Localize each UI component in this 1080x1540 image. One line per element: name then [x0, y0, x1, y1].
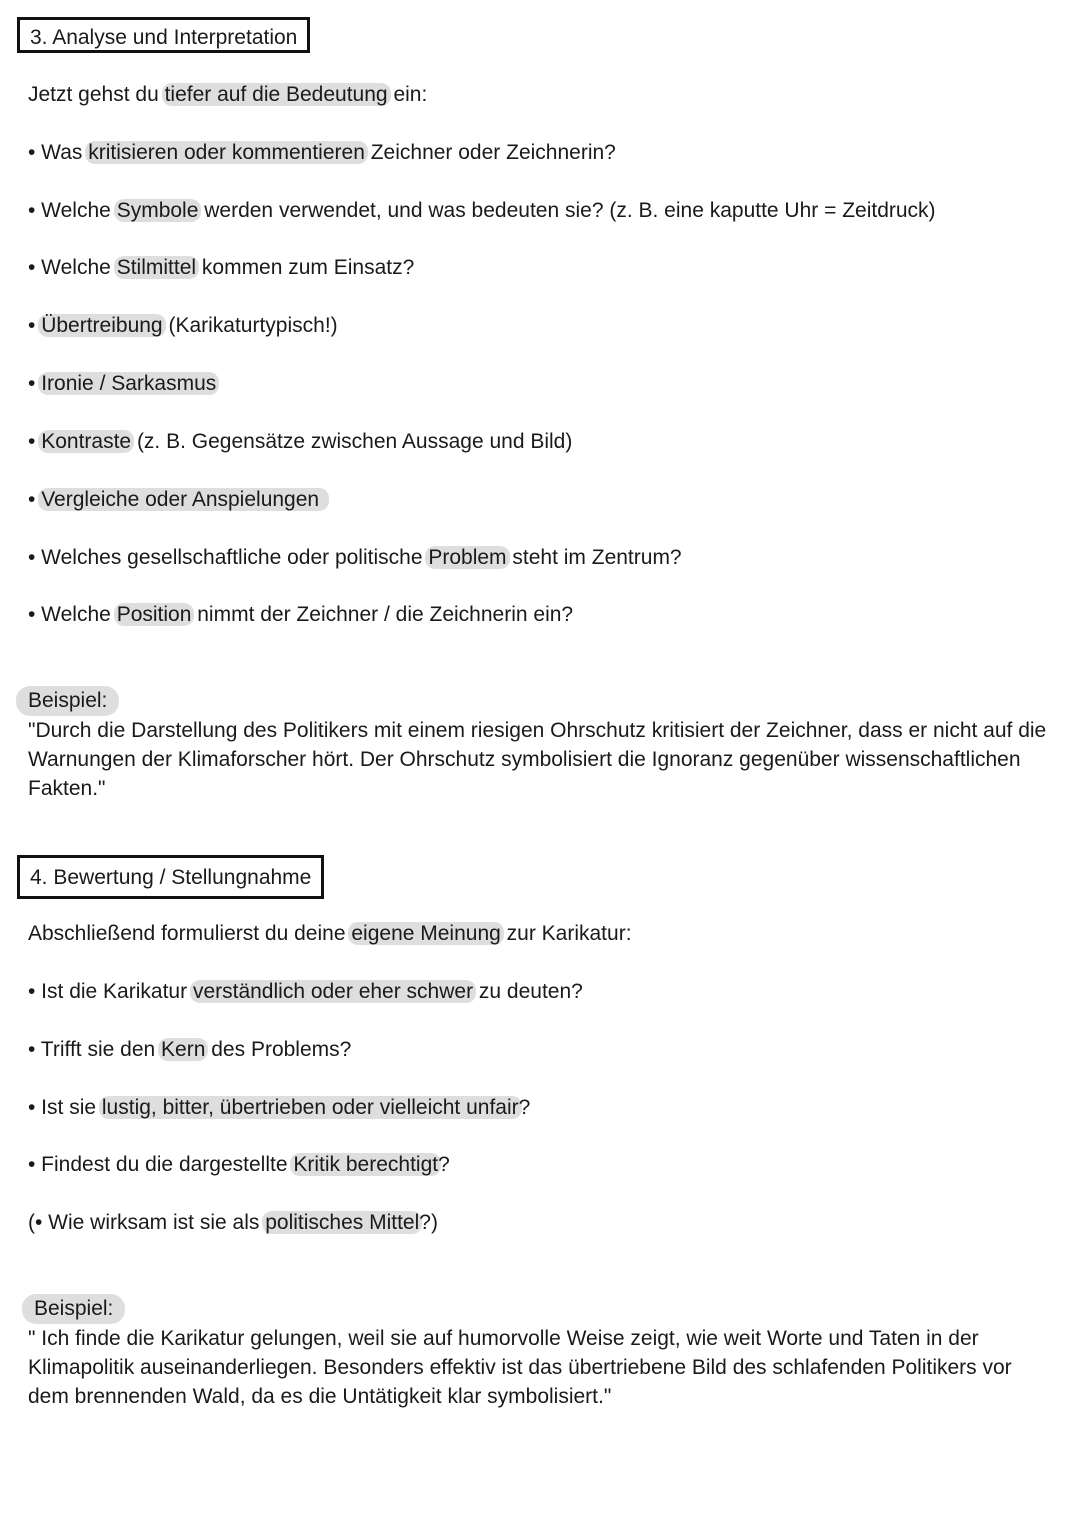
list-item	[28, 1210, 438, 1236]
highlight: kritisieren oder kommentieren	[85, 141, 368, 164]
item-text: zu deuten?	[478, 980, 583, 1003]
highlight: Kern	[158, 1038, 208, 1061]
item-text: • Was	[28, 141, 83, 164]
highlight: politisches Mittel	[262, 1211, 422, 1234]
example-label: Beispiel:	[22, 1294, 125, 1324]
section-4-heading: 4. Bewertung / Stellungnahme	[17, 855, 324, 899]
intro-text: ein:	[393, 83, 428, 106]
item-text: werden verwendet, und was bedeuten sie? (z. B. eine kaputte Uhr = Zeitdruck)	[204, 199, 936, 222]
highlight: tiefer auf die Bedeutung	[162, 83, 391, 106]
list-item	[28, 979, 583, 1005]
item-text: • Welche	[28, 199, 111, 222]
item-text: (• Wie wirksam ist sie als	[28, 1211, 260, 1234]
intro-text: Jetzt gehst du	[28, 83, 159, 106]
item-text: ?)	[419, 1211, 438, 1234]
list-item	[28, 1037, 351, 1063]
example-text: "Durch die Darstellung des Politikers mit einem riesigen Ohrschutz kritisiert der Zeichner, dass er nicht auf die Warnungen der Klimaforscher hört. Der Ohrschutz symbolisiert die Ignoranz gegenüber wissenschaftlichen Fakten."	[28, 719, 1047, 800]
example-label: Beispiel:	[16, 686, 119, 716]
intro-text: Abschließend formulierst du deine	[28, 922, 346, 945]
item-text: • Welche	[28, 603, 111, 626]
highlight: Ironie / Sarkasmus	[38, 372, 219, 395]
item-text: (Karikaturtypisch!)	[168, 314, 338, 337]
list-item	[28, 429, 572, 455]
highlight: Kritik berechtigt	[290, 1153, 441, 1176]
item-text: • Welches gesellschaftliche oder politische	[28, 546, 423, 569]
item-text: • Trifft sie den	[28, 1038, 156, 1061]
intro-text: zur Karikatur:	[506, 922, 632, 945]
item-text: • Ist sie	[28, 1096, 97, 1119]
section-3-intro	[28, 82, 427, 108]
highlight: Kontraste	[38, 430, 134, 453]
highlight: verständlich oder eher schwer	[190, 980, 476, 1003]
list-item	[28, 487, 326, 513]
list-item	[28, 602, 573, 628]
list-item	[28, 545, 682, 571]
item-text: •	[28, 488, 36, 511]
item-text: (z. B. Gegensätze zwischen Aussage und Bild)	[136, 430, 573, 453]
item-text: ?	[518, 1096, 531, 1119]
item-text: • Welche	[28, 256, 111, 279]
highlight: lustig, bitter, übertrieben oder vielleicht unfair	[99, 1096, 522, 1119]
highlight: Vergleiche oder Anspielungen	[38, 488, 329, 511]
item-text: • Ist die Karikatur	[28, 980, 188, 1003]
list-item	[28, 313, 338, 339]
item-text: ?	[438, 1153, 450, 1176]
section-3-heading: 3. Analyse und Interpretation	[17, 17, 310, 53]
section-4-intro	[28, 921, 632, 947]
item-text: •	[28, 372, 36, 395]
item-text: des Problems?	[211, 1038, 352, 1061]
highlight: Stilmittel	[114, 256, 199, 279]
item-text: •	[28, 314, 36, 337]
list-item	[28, 1095, 530, 1121]
list-item	[28, 255, 414, 281]
item-text: nimmt der Zeichner / die Zeichnerin ein?	[197, 603, 574, 626]
highlight: Position	[114, 603, 195, 626]
item-text: • Findest du die dargestellte	[28, 1153, 288, 1176]
list-item	[28, 371, 216, 397]
item-text: kommen zum Einsatz?	[201, 256, 415, 279]
highlight: Symbole	[114, 199, 202, 222]
item-text: steht im Zentrum?	[512, 546, 682, 569]
highlight: eigene Meinung	[348, 922, 503, 945]
example-text: " Ich finde die Karikatur gelungen, weil sie auf humorvolle Weise zeigt, wie weit Worte und Taten in der Klimapolitik auseinanderliegen. Besonders effektiv ist das übertriebene Bild des schlafenden Politikers vor dem brennenden Wald, da es die Untätigkeit klar symbolisiert."	[28, 1327, 1012, 1408]
list-item	[28, 140, 616, 166]
list-item	[28, 1152, 450, 1178]
highlight: Problem	[425, 546, 509, 569]
item-text: Zeichner oder Zeichnerin?	[370, 141, 616, 164]
highlight: Übertreibung	[38, 314, 165, 337]
item-text: •	[28, 430, 36, 453]
list-item	[28, 198, 936, 224]
